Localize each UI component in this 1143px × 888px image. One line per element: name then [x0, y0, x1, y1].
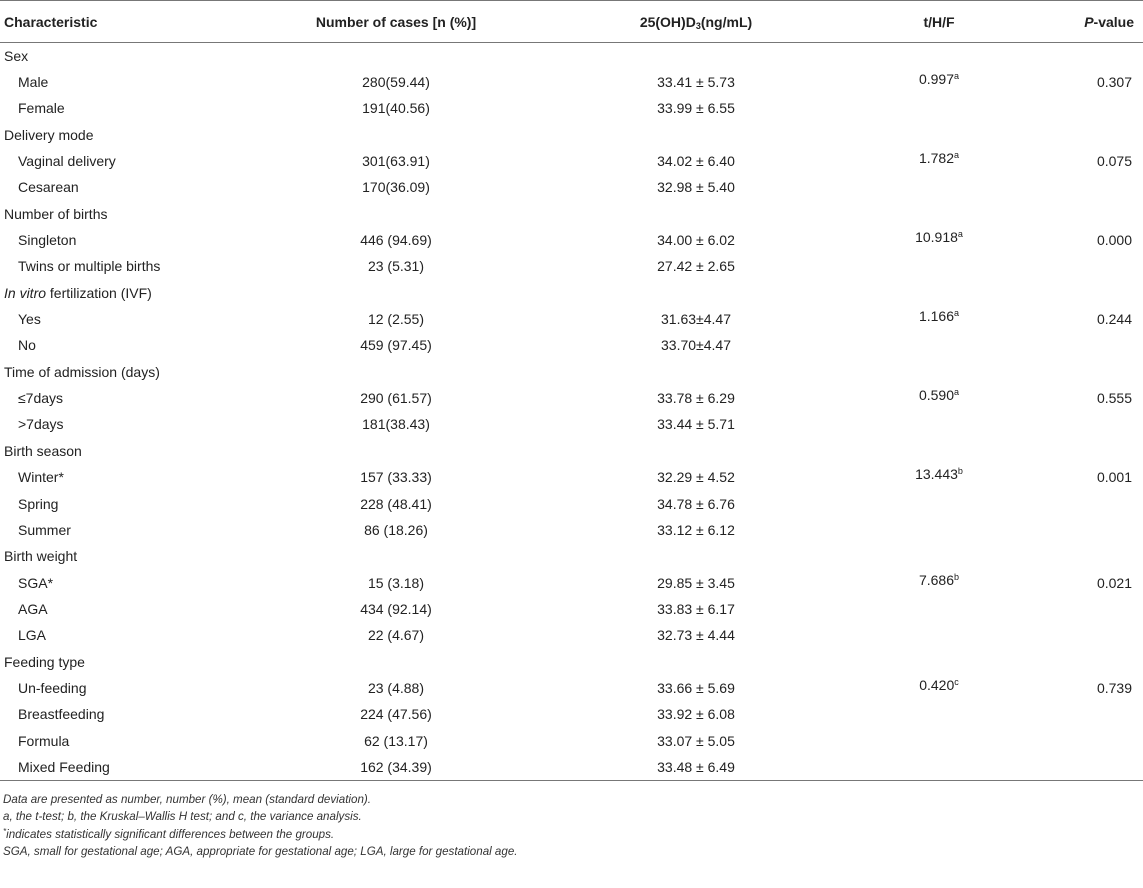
row-label	[0, 622, 246, 648]
cell-p-value	[1032, 332, 1143, 358]
table-row	[0, 675, 1143, 701]
cell-cases	[246, 543, 546, 569]
cell-p-value	[1032, 490, 1143, 516]
cell-vitd: 34.02 ± 6.40	[657, 153, 735, 170]
row-label-text: Birth weight	[4, 548, 78, 565]
row-label-text: Spring	[18, 495, 59, 512]
cell-cases: 301(63.91)	[362, 153, 430, 170]
cell-cases: 23 (4.88)	[367, 679, 425, 696]
cell-p-value: 0.307	[1096, 74, 1132, 91]
cell-p-value	[1032, 648, 1143, 674]
group-label	[0, 648, 246, 674]
row-label-italic: In vitro	[4, 284, 47, 301]
table-row	[0, 622, 1143, 648]
cell-p-value: 0.001	[1096, 469, 1132, 486]
group-header-row	[0, 438, 1143, 464]
row-label	[0, 727, 246, 753]
row-label-text: Winter*	[18, 469, 64, 486]
cell-cases: 228 (48.41)	[360, 495, 432, 512]
cell-vitd: 33.83 ± 6.17	[657, 600, 735, 617]
row-label-text: SGA*	[18, 574, 54, 591]
cell-vitd: 33.41 ± 5.73	[657, 74, 735, 91]
cell-stat	[846, 622, 1032, 648]
cell-stat	[846, 754, 1032, 780]
row-label	[0, 569, 246, 595]
header-vitd-suffix: (ng/mL)	[700, 13, 753, 30]
table-row	[0, 174, 1143, 200]
row-label-text: >7days	[18, 416, 64, 433]
stat-superscript: a	[957, 229, 963, 240]
cell-cases: 15 (3.18)	[367, 574, 425, 591]
stat-value: 1.166	[918, 308, 955, 325]
cell-vitd: 33.66 ± 5.69	[657, 679, 735, 696]
stat-superscript: a	[954, 387, 960, 398]
cell-vitd: 33.78 ± 6.29	[657, 390, 735, 407]
cell-stat	[846, 253, 1032, 279]
cell-p-value: 0.000	[1096, 232, 1132, 249]
cell-vitd	[546, 438, 846, 464]
cell-stat	[846, 438, 1032, 464]
row-label-text: Un-feeding	[18, 679, 87, 696]
cell-stat	[846, 385, 1032, 411]
row-label-text: fertilization (IVF)	[46, 284, 152, 301]
header-p-value	[1032, 1, 1143, 43]
table-row	[0, 569, 1143, 595]
cell-p-value	[1032, 438, 1143, 464]
cell-vitd: 33.99 ± 6.55	[657, 100, 735, 117]
row-label-text: Mixed Feeding	[18, 758, 110, 775]
cell-cases: 459 (97.45)	[360, 337, 432, 354]
group-header-row	[0, 43, 1143, 69]
cell-cases	[246, 201, 546, 227]
group-header-row	[0, 201, 1143, 227]
row-label	[0, 332, 246, 358]
cell-stat	[846, 490, 1032, 516]
table-footnotes	[0, 791, 1143, 861]
row-label-text: Delivery mode	[4, 126, 94, 143]
cell-stat	[846, 596, 1032, 622]
cell-vitd: 33.48 ± 6.49	[546, 754, 846, 780]
cell-stat	[846, 201, 1032, 227]
stat-value: 10.918	[915, 229, 958, 246]
group-header-row	[0, 543, 1143, 569]
stat-value: 13.443	[915, 466, 958, 483]
cell-stat	[846, 306, 1032, 332]
table-row	[0, 701, 1143, 727]
header-p-suffix: -value	[1093, 13, 1134, 30]
cell-vitd	[546, 201, 846, 227]
cell-vitd: 33.70±4.47	[661, 337, 731, 354]
cell-stat	[846, 569, 1032, 595]
cell-stat	[846, 227, 1032, 253]
table-row	[0, 490, 1143, 516]
table-row	[0, 517, 1143, 543]
cell-vitd: 31.63±4.47	[661, 311, 731, 328]
row-label	[0, 517, 246, 543]
row-label-text: Formula	[18, 732, 70, 749]
stat-superscript: a	[954, 308, 960, 319]
cell-stat	[846, 174, 1032, 200]
cell-cases: 290 (61.57)	[360, 390, 432, 407]
cell-p-value	[1032, 253, 1143, 279]
row-label-text: LGA	[18, 627, 47, 644]
cell-p-value	[1032, 622, 1143, 648]
cell-cases: 181(38.43)	[362, 416, 430, 433]
header-characteristic: Characteristic	[0, 1, 246, 43]
cell-cases: 434 (92.14)	[360, 600, 432, 617]
cell-p-value	[1032, 174, 1143, 200]
cell-p-value: 0.075	[1096, 153, 1132, 170]
cell-vitd: 32.98 ± 5.40	[657, 179, 735, 196]
row-label	[0, 411, 246, 437]
row-label	[0, 306, 246, 332]
header-vitd-sub: 3	[695, 20, 701, 31]
cell-cases	[246, 359, 546, 385]
cell-p-value	[1032, 411, 1143, 437]
row-label-text: Vaginal delivery	[18, 153, 116, 170]
row-label	[0, 675, 246, 701]
group-label	[0, 438, 246, 464]
cell-stat	[846, 359, 1032, 385]
footnote-abbreviations: SGA, small for gestational age; AGA, appropriate for gestational age; LGA, large for gestational age.	[3, 845, 518, 859]
stat-superscript: a	[954, 71, 960, 82]
cell-p-value: 0.021	[1096, 574, 1132, 591]
cell-vitd	[546, 280, 846, 306]
cell-cases	[246, 438, 546, 464]
cell-cases: 162 (34.39)	[246, 754, 546, 780]
cell-stat	[846, 464, 1032, 490]
cell-p-value	[1032, 122, 1143, 148]
cell-p-value: 0.555	[1096, 390, 1132, 407]
row-label-text: Sex	[4, 47, 29, 64]
row-label	[0, 148, 246, 174]
cell-vitd: 33.44 ± 5.71	[657, 416, 735, 433]
footnote-significance-text: indicates statistically significant differences between the groups.	[6, 827, 335, 841]
table-row	[0, 148, 1143, 174]
cell-vitd	[546, 122, 846, 148]
table-row	[0, 464, 1143, 490]
table-row	[0, 596, 1143, 622]
cell-cases: 12 (2.55)	[367, 311, 425, 328]
stat-value: 0.420	[919, 676, 955, 693]
cell-p-value	[1032, 701, 1143, 727]
cell-p-value: 0.739	[1096, 679, 1132, 696]
cell-stat	[846, 122, 1032, 148]
cell-vitd: 32.73 ± 4.44	[657, 627, 735, 644]
cell-cases: 446 (94.69)	[360, 232, 432, 249]
cell-stat	[846, 411, 1032, 437]
cell-stat	[846, 95, 1032, 121]
cell-vitd: 34.78 ± 6.76	[657, 495, 735, 512]
row-label-text: Number of births	[4, 205, 108, 222]
cell-cases: 191(40.56)	[362, 100, 430, 117]
cell-stat	[846, 701, 1032, 727]
row-label	[0, 227, 246, 253]
cell-vitd: 33.12 ± 6.12	[657, 521, 735, 538]
row-label-text: Breastfeeding	[18, 706, 105, 723]
cell-cases	[246, 280, 546, 306]
stat-superscript: b	[954, 571, 960, 582]
table-row	[0, 754, 1143, 780]
footnote-asterisk: *	[3, 826, 7, 836]
group-header-row	[0, 359, 1143, 385]
cell-p-value: 0.244	[1096, 311, 1132, 328]
row-label	[0, 174, 246, 200]
cell-p-value	[1032, 280, 1143, 306]
row-label	[0, 701, 246, 727]
header-stat: t/H/F	[846, 1, 1032, 43]
table-row	[0, 385, 1143, 411]
row-label-text: Summer	[18, 521, 71, 538]
row-label-text: Twins or multiple births	[18, 258, 161, 275]
table-body	[0, 43, 1143, 781]
row-label-text: Feeding type	[4, 653, 85, 670]
table-row	[0, 95, 1143, 121]
cell-stat	[846, 148, 1032, 174]
cell-cases	[246, 43, 546, 69]
row-label-text: Male	[18, 74, 49, 91]
stat-value: 1.782	[918, 150, 955, 167]
row-label-text: Yes	[18, 311, 41, 328]
footnote-significance	[3, 826, 1143, 844]
stat-value: 0.997	[918, 71, 955, 88]
row-label-text: Female	[18, 100, 65, 117]
row-label-text: Time of admission (days)	[4, 363, 160, 380]
row-label	[0, 95, 246, 121]
row-label-text: ≤7days	[18, 390, 64, 407]
cell-stat	[846, 675, 1032, 701]
header-vitd-prefix: 25(OH)D	[639, 13, 696, 30]
cell-stat	[846, 648, 1032, 674]
row-label	[0, 754, 246, 780]
header-vitd	[546, 1, 846, 43]
table-row	[0, 306, 1143, 332]
cell-vitd	[546, 359, 846, 385]
group-header-row	[0, 280, 1143, 306]
group-header-row	[0, 122, 1143, 148]
header-cases: Number of cases [n (%)]	[246, 1, 546, 43]
cell-stat	[846, 517, 1032, 543]
cell-vitd: 27.42 ± 2.65	[657, 258, 735, 275]
cell-stat	[846, 332, 1032, 358]
stat-superscript: a	[954, 150, 960, 161]
cell-vitd: 34.00 ± 6.02	[657, 232, 735, 249]
cell-p-value	[1032, 754, 1143, 780]
table-row	[0, 69, 1143, 95]
cell-cases: 157 (33.33)	[360, 469, 432, 486]
cell-cases: 280(59.44)	[362, 74, 430, 91]
cell-stat	[846, 69, 1032, 95]
table-row	[0, 253, 1143, 279]
row-label	[0, 596, 246, 622]
group-label	[0, 43, 246, 69]
cell-vitd: 29.85 ± 3.45	[657, 574, 735, 591]
cell-vitd: 32.29 ± 4.52	[657, 469, 735, 486]
cell-cases: 22 (4.67)	[367, 627, 425, 644]
cell-vitd	[546, 543, 846, 569]
cell-vitd: 33.92 ± 6.08	[657, 706, 735, 723]
row-label	[0, 490, 246, 516]
table-row	[0, 332, 1143, 358]
row-label-text: Cesarean	[18, 179, 79, 196]
cell-p-value	[1032, 43, 1143, 69]
row-label	[0, 69, 246, 95]
group-header-row	[0, 648, 1143, 674]
group-label	[0, 280, 246, 306]
cell-cases: 170(36.09)	[362, 179, 430, 196]
row-label-text: Singleton	[18, 232, 77, 249]
cell-p-value	[1032, 596, 1143, 622]
cell-p-value	[1032, 543, 1143, 569]
cell-stat	[846, 543, 1032, 569]
footnote-data-presentation: Data are presented as number, number (%), mean (standard deviation).	[3, 792, 371, 806]
cell-cases: 86 (18.26)	[364, 521, 428, 538]
cell-vitd	[546, 43, 846, 69]
row-label-text: AGA	[18, 600, 48, 617]
cell-p-value	[1032, 359, 1143, 385]
cell-p-value	[1032, 727, 1143, 753]
cell-cases: 23 (5.31)	[367, 258, 425, 275]
cell-cases	[246, 648, 546, 674]
group-label	[0, 122, 246, 148]
cell-cases: 224 (47.56)	[360, 706, 432, 723]
stat-value: 7.686	[918, 571, 955, 588]
group-label	[0, 543, 246, 569]
cell-vitd	[546, 648, 846, 674]
stat-value: 0.590	[918, 387, 955, 404]
table-row	[0, 227, 1143, 253]
header-row	[0, 1, 1143, 43]
row-label	[0, 464, 246, 490]
cell-cases	[246, 122, 546, 148]
row-label	[0, 253, 246, 279]
cell-stat	[846, 280, 1032, 306]
cell-cases: 62 (13.17)	[364, 732, 428, 749]
row-label	[0, 385, 246, 411]
table-row	[0, 727, 1143, 753]
cell-p-value	[1032, 201, 1143, 227]
group-label	[0, 201, 246, 227]
row-label-text: Birth season	[4, 442, 82, 459]
cell-stat	[846, 727, 1032, 753]
cell-stat	[846, 43, 1032, 69]
row-label-text: No	[18, 337, 36, 354]
cell-p-value	[1032, 517, 1143, 543]
footnote-tests: a, the t-test; b, the Kruskal–Wallis H test; and c, the variance analysis.	[3, 810, 362, 824]
stat-superscript: b	[957, 466, 963, 477]
table-row	[0, 411, 1143, 437]
header-p-italic: P	[1084, 13, 1094, 30]
stat-superscript: c	[954, 676, 959, 687]
cell-p-value	[1032, 95, 1143, 121]
cell-vitd: 33.07 ± 5.05	[657, 732, 735, 749]
group-label	[0, 359, 246, 385]
